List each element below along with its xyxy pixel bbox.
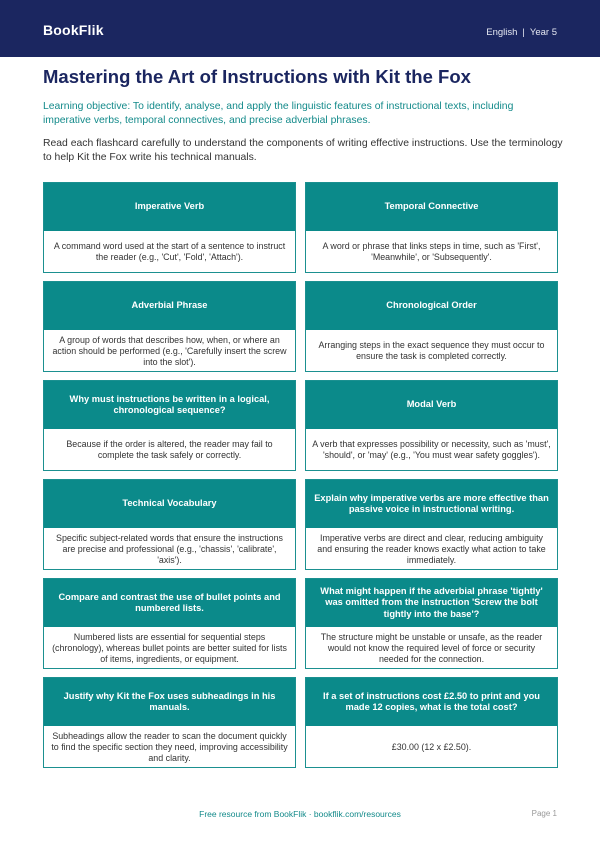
flashcard[interactable] [305, 182, 558, 273]
flashcard-back: The structure might be unstable or unsafe, as the reader would not know the required level of force or security needed for the connection. [320, 631, 543, 664]
flashcard-back: Arranging steps in the exact sequence they must occur to ensure the task is completed correctly. [318, 340, 545, 361]
flashcard-front: Why must instructions be written in a logical, chronological sequence? [44, 381, 295, 429]
flashcard-back: £30.00 (12 x £2.50). [391, 741, 472, 752]
year-label: Year 5 [529, 27, 557, 38]
flashcard-back: Subheadings allow the reader to scan the document quickly to find the specific section they need, improving accessibility and clarity. [51, 730, 288, 763]
brand-logo[interactable]: BookFlik [43, 22, 104, 38]
flashcard[interactable] [43, 479, 296, 570]
footer-link[interactable]: Free resource from BookFlik · bookflik.com/resources [199, 809, 401, 819]
flashcard-back: A verb that expresses possibility or necessity, such as 'must', 'should', or 'may' (e.g., 'You must wear safety goggles'). [312, 439, 551, 460]
flashcard-back: Imperative verbs are direct and clear, reducing ambiguity and ensuring the reader knows exactly what action to take immediately. [317, 532, 546, 565]
flashcard[interactable] [305, 677, 558, 768]
flashcard[interactable] [305, 380, 558, 471]
page-number: Page 1 [531, 809, 557, 818]
flashcard-front: Temporal Connective [306, 183, 557, 231]
flashcard[interactable] [305, 578, 558, 669]
flashcard-back: A group of words that describes how, when, or where an action should be performed (e.g., 'Carefully insert the screw into the slot'). [52, 334, 287, 367]
learning-objective: Learning objective: To identify, analyse, and apply the linguistic features of instructional texts, including imperative verbs, temporal connectives, and precise adverbial phrases. [43, 101, 514, 126]
flashcard[interactable] [43, 281, 296, 372]
flashcard-front: Chronological Order [306, 282, 557, 330]
flashcard-back: Specific subject-related words that ensure the instructions are precise and professional (e.g., 'chassis', 'calibrate', 'axis'). [56, 532, 283, 565]
flashcard-back: Because if the order is altered, the reader may fail to complete the task safely or correctly. [66, 439, 273, 460]
flashcard-back: A command word used at the start of a sentence to instruct the reader (e.g., 'Cut', 'Fold', 'Attach'). [53, 241, 286, 262]
flashcard-back: Numbered lists are essential for sequential steps (chronology), whereas bullet points are better suited for lists of items, ingredients, or equipment. [52, 631, 287, 664]
header-bar [0, 0, 600, 57]
flashcard-front: Explain why imperative verbs are more effective than passive voice in instructional writing. [306, 480, 557, 528]
header-meta [486, 27, 557, 38]
flashcard[interactable] [305, 281, 558, 372]
flashcard-back: A word or phrase that links steps in time, such as 'First', 'Meanwhile', or 'Subsequently'. [322, 241, 541, 262]
flashcard[interactable] [43, 677, 296, 768]
flashcard[interactable] [305, 479, 558, 570]
flashcard[interactable] [43, 380, 296, 471]
flashcard-grid [43, 182, 558, 768]
flashcard-front: If a set of instructions cost £2.50 to print and you made 12 copies, what is the total cost? [306, 678, 557, 726]
flashcard-front: Adverbial Phrase [44, 282, 295, 330]
language-label: English [486, 27, 518, 38]
flashcard-front: Justify why Kit the Fox uses subheadings in his manuals. [44, 678, 295, 726]
flashcard-front: Compare and contrast the use of bullet points and numbered lists. [44, 579, 295, 627]
flashcard-front: What might happen if the adverbial phrase 'tightly' was omitted from the instruction 'Screw the bolt tightly into the base'? [306, 579, 557, 627]
flashcard-front: Modal Verb [306, 381, 557, 429]
flashcard[interactable] [43, 578, 296, 669]
intro-text: Read each flashcard carefully to understand the components of writing effective instructions. Use the terminology to help Kit the Fox write his technical manuals. [43, 138, 563, 163]
page-title: Mastering the Art of Instructions with Kit the Fox [43, 66, 471, 87]
meta-separator: | [522, 27, 525, 38]
flashcard-front: Imperative Verb [44, 183, 295, 231]
flashcard-front: Technical Vocabulary [44, 480, 295, 528]
flashcard[interactable] [43, 182, 296, 273]
